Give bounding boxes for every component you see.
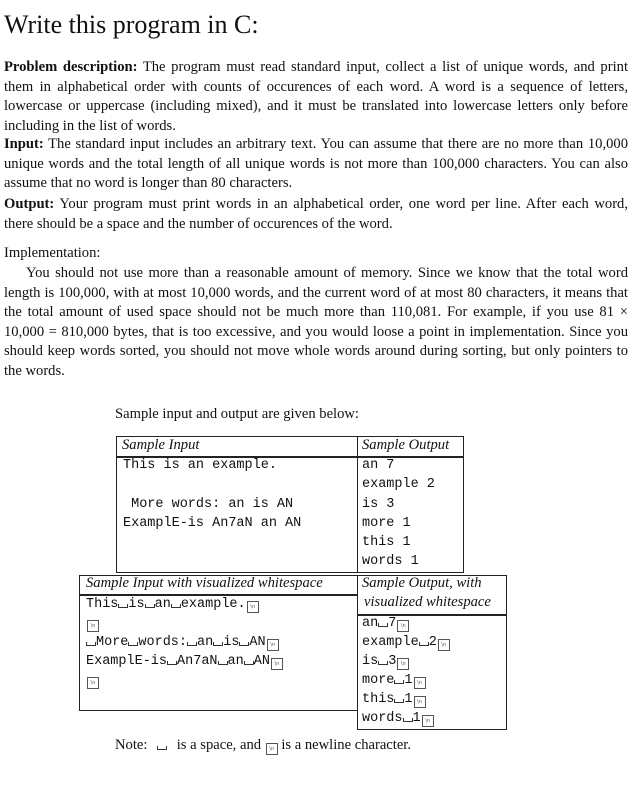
word: ExamplE-is xyxy=(86,654,168,669)
table2-header-divider xyxy=(79,594,358,596)
space-symbol-icon xyxy=(239,642,249,646)
output-word: example xyxy=(362,635,419,650)
output-text: Your program must print words in an alphabetical order, one word per line. After each word, there should be a space and the number of occurences of the word. xyxy=(4,196,628,232)
visualized-output-line xyxy=(362,692,426,708)
space-symbol-icon xyxy=(378,661,388,665)
word: is xyxy=(223,635,240,650)
newline-symbol-icon: \n xyxy=(422,715,434,727)
output-line-3: is 3 xyxy=(362,497,395,512)
visualized-output-header-1: Sample Output, with xyxy=(362,575,482,591)
output-word: more xyxy=(362,673,395,688)
output-count: 1 xyxy=(404,673,413,688)
sample-intro: Sample input and output are given below: xyxy=(115,406,359,422)
output-line-6: words 1 xyxy=(362,554,419,569)
space-symbol-icon xyxy=(171,604,181,608)
newline-symbol-icon: \n xyxy=(266,743,278,755)
visualized-input-line xyxy=(86,654,283,670)
visualized-input-line xyxy=(86,673,99,689)
newline-symbol-icon: \n xyxy=(414,696,426,708)
implementation-text: You should not use more than a reasonable amount of memory. Since we know that the total word length is 100,000, with at most 10,000 words, and the current word of at most 80 characters, it means that the total amount of used space should not be much more than 110,081. For example, if you use 81 × 10,000 = 810,000 bytes, that is too excessive, and you would loose a point in implementation. Since you should keep words sorted, you should not move whole words around during sorting, but only pointers to the words. xyxy=(4,265,628,379)
newline-symbol-icon: \n xyxy=(397,658,409,670)
space-symbol-icon xyxy=(394,699,404,703)
word: An7aN xyxy=(177,654,218,669)
word: an xyxy=(197,635,214,650)
space-symbol-icon xyxy=(86,642,96,646)
input-text: The standard input includes an arbitrary text. You can assume that there are no more than 10,000 unique words and the total length of all unique words is not more than 100,000 characters. You can also assume that no word is longer than 80 characters. xyxy=(4,136,628,192)
visualized-output-line xyxy=(362,711,434,727)
space-symbol-icon xyxy=(218,661,228,665)
output-line-2: example 2 xyxy=(362,477,435,492)
word: AN xyxy=(249,635,266,650)
output-word: an xyxy=(362,616,379,631)
output-line-4: more 1 xyxy=(362,516,411,531)
visualized-input-line xyxy=(86,616,99,632)
note-prefix: Note: xyxy=(115,737,148,753)
newline-symbol-icon: \n xyxy=(438,639,450,651)
implementation-heading: Implementation: xyxy=(4,245,101,261)
newline-symbol-icon: \n xyxy=(397,620,409,632)
input-line-1: This is an example. xyxy=(123,458,277,473)
visualized-output-line xyxy=(362,654,409,670)
word: is xyxy=(128,597,145,612)
output-count: 2 xyxy=(428,635,437,650)
visualized-output-line xyxy=(362,635,450,651)
space-symbol-icon xyxy=(128,642,138,646)
output-count: 3 xyxy=(388,654,397,669)
note xyxy=(115,737,411,755)
output-word: words xyxy=(362,711,403,726)
space-symbol-icon xyxy=(167,661,177,665)
problem-description xyxy=(4,58,628,136)
sample-input-header: Sample Input xyxy=(122,437,200,453)
space-symbol-icon xyxy=(403,718,413,722)
space-symbol-icon xyxy=(244,661,254,665)
output-word: this xyxy=(362,692,395,707)
space-symbol-icon xyxy=(187,642,197,646)
input-line-3: More words: an is AN xyxy=(123,497,294,512)
output-count: 1 xyxy=(404,692,413,707)
newline-symbol-icon: \n xyxy=(414,677,426,689)
input-label: Input: xyxy=(4,136,44,152)
word: an xyxy=(227,654,244,669)
page-title: Write this program in C: xyxy=(4,10,259,39)
problem-text: The program must read standard input, collect a list of unique words, and print them in alphabetical order with counts of occurences of each word. A word is a sequence of letters, lowercase or uppercase (including mixed), and it must be translated into lowercase letters only before including in the list of words. xyxy=(4,59,628,134)
newline-symbol-icon: \n xyxy=(87,620,99,632)
visualized-input-header: Sample Input with visualized whitespace xyxy=(86,575,323,591)
visualized-input-line xyxy=(86,635,279,651)
input-line-4: ExamplE-is An7aN an AN xyxy=(123,516,302,531)
sample-output-header: Sample Output xyxy=(362,437,450,453)
newline-symbol-icon: \n xyxy=(271,658,283,670)
newline-symbol-icon: \n xyxy=(267,639,279,651)
newline-symbol-icon: \n xyxy=(247,601,259,613)
word: words: xyxy=(138,635,188,650)
output-word: is xyxy=(362,654,379,669)
newline-symbol-icon: \n xyxy=(87,677,99,689)
input-description xyxy=(4,135,628,194)
output-line-1: an 7 xyxy=(362,458,395,473)
space-symbol-icon xyxy=(118,604,128,608)
output-description xyxy=(4,195,628,234)
visualized-input-line xyxy=(86,597,259,613)
word: example. xyxy=(180,597,246,612)
word: an xyxy=(154,597,171,612)
word: AN xyxy=(253,654,270,669)
problem-label: Problem description: xyxy=(4,59,138,75)
output-count: 7 xyxy=(388,616,397,631)
word: More xyxy=(96,635,129,650)
output-line-5: this 1 xyxy=(362,535,411,550)
space-symbol-icon xyxy=(213,642,223,646)
visualized-output-header-2: visualized whitespace xyxy=(364,594,491,610)
space-symbol-icon xyxy=(394,680,404,684)
output-count: 1 xyxy=(412,711,421,726)
space-symbol-icon xyxy=(378,623,388,627)
note-space-text: is a space, and xyxy=(176,737,262,753)
space-symbol-icon xyxy=(145,604,155,608)
output-label: Output: xyxy=(4,196,55,212)
word: This xyxy=(86,597,119,612)
note-newline-text: is a newline character. xyxy=(281,737,412,753)
visualized-output-line xyxy=(362,616,409,632)
visualized-output-line xyxy=(362,673,426,689)
space-symbol-icon xyxy=(157,746,167,750)
space-symbol-icon xyxy=(419,642,429,646)
